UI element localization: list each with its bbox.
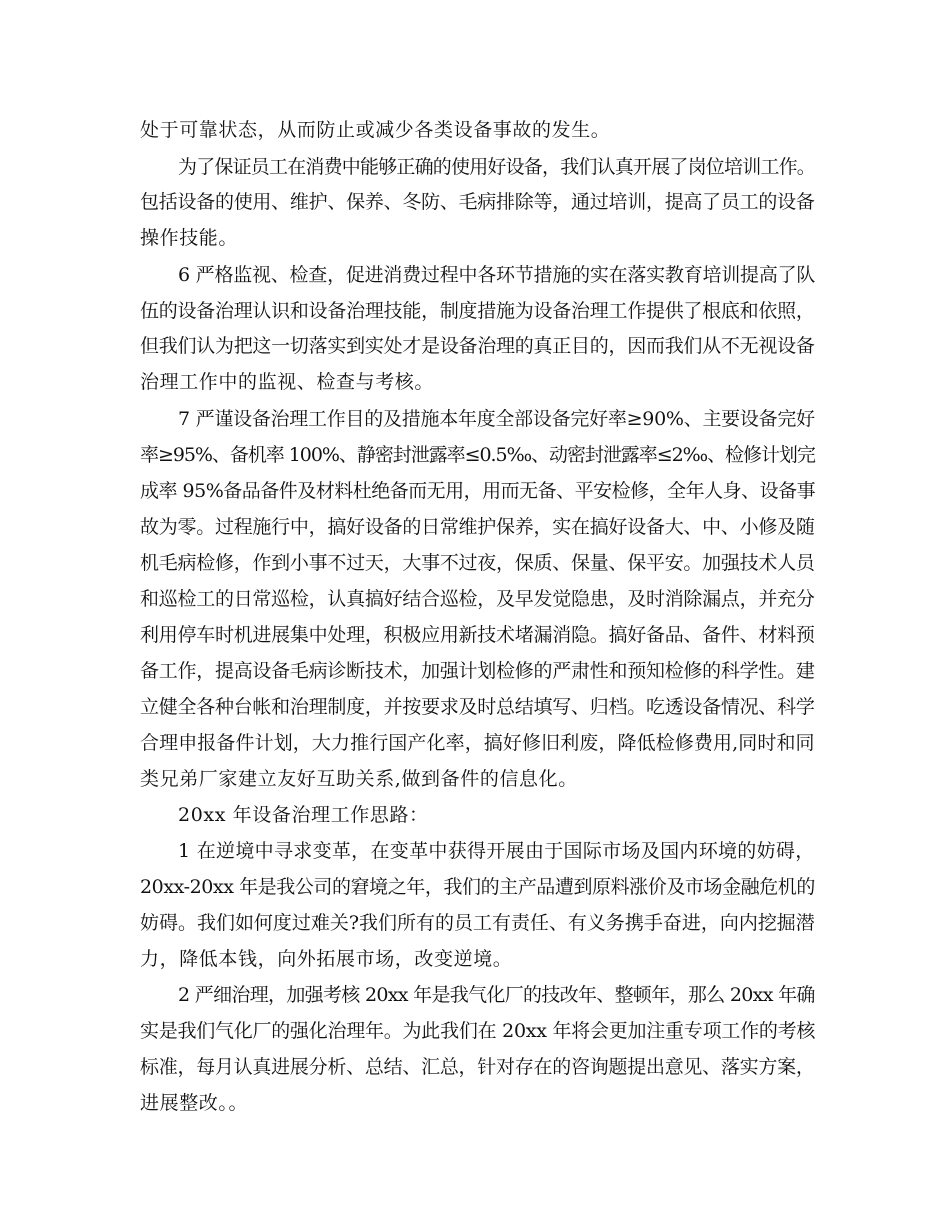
text-line: 故为零。过程施行中，搞好设备的日常维护保养，实在搞好设备大、中、小修及随 [140,516,815,538]
text-line: 和巡检工的日常巡检，认真搞好结合巡检，及早发觉隐患，及时消除漏点，并充分 [140,588,815,610]
text-line: 力，降低本钱，向外拓展市场，改变逆境。 [140,948,513,970]
text-line: 类兄弟厂家建立友好互助关系,做到备件的信息化。 [140,768,578,790]
section-heading: 20xx 年设备治理工作思路： [178,804,429,826]
text-line: 7 严谨设备治理工作目的及措施本年度全部设备完好率≥90%、主要设备完好 [178,408,815,430]
text-line: 处于可靠状态，从而防止或减少各类设备事故的发生。 [140,119,611,141]
text-line: 标准，每月认真进展分析、总结、汇总，针对存在的咨询题提出意见、落实方案， [140,1056,815,1078]
text-line: 治理工作中的监视、检查与考核。 [140,371,435,393]
text-line: 2 严细治理，加强考核 20xx 年是我气化厂的技改年、整顿年，那么 20xx 年确 [178,984,815,1006]
text-line: 1 在逆境中寻求变革，在变革中获得开展由于国际市场及国内环境的妨碍， [178,840,815,862]
text-line: 利用停车时机进展集中处理，积极应用新技术堵漏消隐。搞好备品、备件、材料预 [140,624,815,646]
text-line: 机毛病检修，作到小事不过天，大事不过夜，保质、保量、保平安。加强技术人员 [140,552,815,574]
text-line: 立健全各种台帐和治理制度，并按要求及时总结填写、归档。吃透设备情况、科学 [140,696,815,718]
text-line: 6 严格监视、检查，促进消费过程中各环节措施的实在落实教育培训提高了队 [178,264,816,286]
text-line: 操作技能。 [140,227,239,249]
text-line: 实是我们气化厂的强化治理年。为此我们在 20xx 年将会更加注重专项工作的考核 [140,1020,816,1042]
text-line: 伍的设备治理认识和设备治理技能，制度措施为设备治理工作提供了根底和依照， [140,300,815,322]
text-line: 为了保证员工在消费中能够正确的使用好设备，我们认真开展了岗位培训工作。 [178,156,816,178]
text-line: 成率 95%备品备件及材料杜绝备而无用，用而无备、平安检修，全年人身、设备事 [140,480,816,502]
text-line: 20xx-20xx 年是我公司的窘境之年，我们的主产品遭到原料涨价及市场金融危机的 [140,876,815,898]
text-line: 合理申报备件计划，大力推行国产化率，搞好修旧利废，降低检修费用,同时和同 [140,732,815,754]
text-line: 进展整改。。 [140,1092,249,1114]
text-line: 妨碍。我们如何度过难关?我们所有的员工有责任、有义务携手奋进，向内挖掘潜 [140,912,815,934]
text-line: 但我们认为把这一切落实到实处才是设备治理的真正目的，因而我们从不无视设备 [140,335,815,357]
text-line: 包括设备的使用、维护、保养、冬防、毛病排除等，通过培训，提高了员工的设备 [140,191,815,213]
text-line: 率≥95%、备机率 100%、静密封泄露率≤0.5‰、动密封泄露率≤2‰、检修计划完 [140,444,815,466]
text-line: 备工作，提高设备毛病诊断技术，加强计划检修的严肃性和预知检修的科学性。建 [140,660,815,682]
